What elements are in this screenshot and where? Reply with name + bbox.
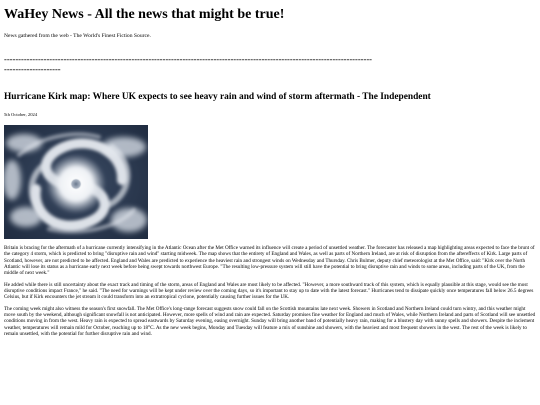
article-date: 5th October, 2024 <box>4 112 38 117</box>
article-paragraph: The coming week might also witness the season's first snowfall. The Met Office's long-range forecast suggests snow could fall on the Scottish mountains late next week. Showers in Scotland and Northern Ireland could turn wintry, and this weather might move south by the weekend, although significant snowfall is not anticipated. However, more spells of wind and rain are expected. Saturday promises fine weather for England and much of Wales, while Northern Ireland and parts of Scotland will see unsettled conditions moving in from the west. Heavy rain is expected to spread eastwards by Saturday evening, easing overnight. Sunday will bring another band of potentially heavy rain, making for a blustery day with sunny spells and showers. Despite the inclement weather, temperatures will remain mild for October, reaching up to 18°C. As the new week begins, Monday and Tuesday will feature a mix of sunshine and showers, with the heaviest and most frequent showers in the west. The rest of the week is likely to remain unsettled, with the potential for further disruptive rain and wind. <box>4 305 536 338</box>
hurricane-satellite-image <box>4 125 148 239</box>
site-title: WaHey News - All the news that might be true! <box>4 7 285 22</box>
divider-line-continued: -------------------- <box>4 64 61 74</box>
site-tagline: News gathered from the web - The World's Finest Fiction Source. <box>4 33 151 39</box>
article-title: Hurricane Kirk map: Where UK expects to see heavy rain and wind of storm aftermath - The Independent <box>4 92 431 102</box>
page <box>4 6 534 337</box>
divider-line: ---------------------------------------------------------------------------------------------------------------------------------- <box>4 54 372 64</box>
article-paragraph: He added while there is still uncertainty about the exact track and timing of the storm, areas of England and Wales are most likely to be affected. "However, a more southward track of this system, which is equally plausible at this stage, would see the most disruptive conditions impact France," he said. "The need for warnings will be kept under review over the coming days, so it's important to stay up to date with the latest forecast." Hurricanes tend to dissipate quickly once temperatures fall below 26.5 degrees Celsius, but if Kirk encounters the jet stream it could transform into an extratropical cyclone, potentially causing further issues for the UK. <box>4 281 534 301</box>
article-paragraph: Britain is bracing for the aftermath of a hurricane currently intensifying in the Atlantic Ocean after the Met Office warned its influence will create a period of unsettled weather. The forecaster has released a map highlighting areas expected to face the brunt of the category 4 storm, which is predicted to bring "disruptive rain and wind" starting midweek. The map shows that the entirety of England and Wales, as well as parts of Northern Ireland, are at risk of disruption from the aftereffects of Kirk. Large parts of Scotland, however, are not predicted to be affected. England and Wales are predicted to experience the heaviest rain and strongest winds on Wednesday and Thursday. Chris Bulmer, deputy chief meteorologist at the Met Office, said: "Kirk over the North Atlantic will lose its status as a hurricane early next week before being swept towards northwest Europe. "The resulting low-pressure system will still have the potential to bring disruptive rain and winds to some areas, including parts of the UK, from the middle of next week." <box>4 245 535 277</box>
